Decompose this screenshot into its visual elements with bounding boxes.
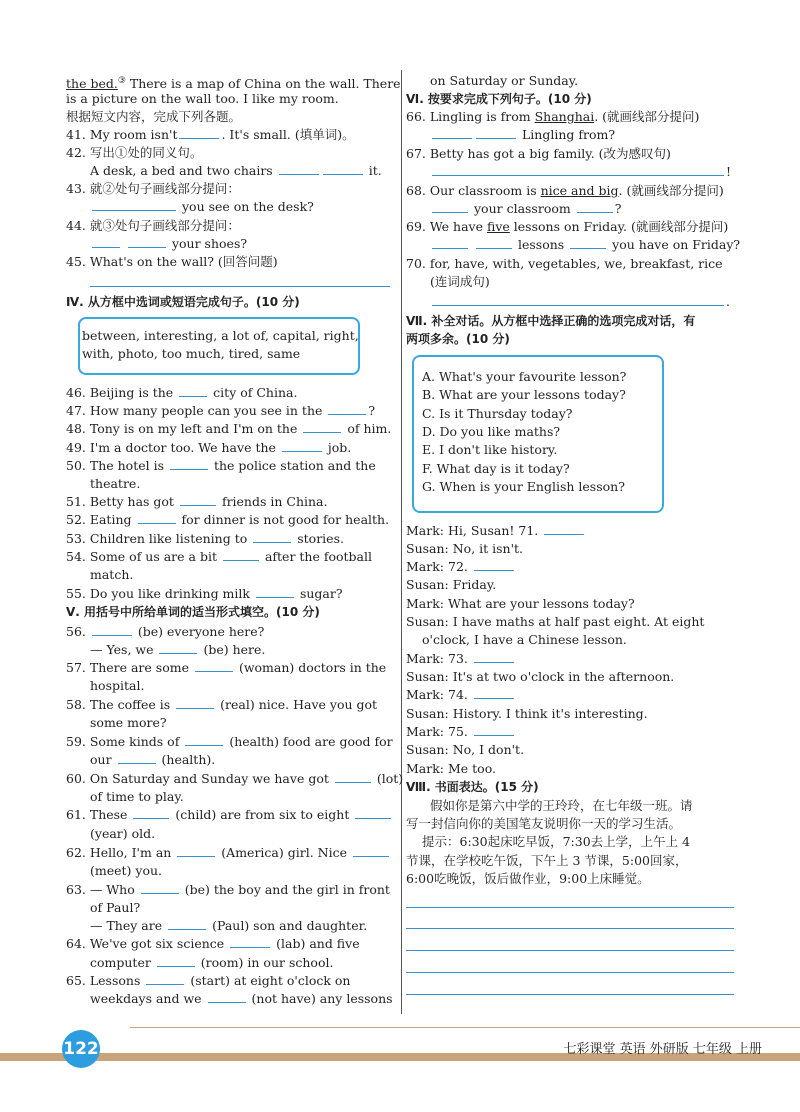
d-text: Mark: Hi, Susan! 71. [406,523,539,538]
question-70-hint: (连词成句) [430,274,490,289]
question-61-cont: (year) old. [90,826,156,841]
q-text: . (就画线部分提问) [618,183,724,198]
underlined-text: the bed. [66,76,118,92]
q-text: A desk, a bed and two chairs [90,163,273,178]
answer-blank[interactable] [253,531,291,543]
instruction: 根据短文内容，完成下列各题。 [66,109,242,124]
passage-line-1 [66,73,401,92]
q-text: lessons on Friday. (就画线部分提问) [509,219,729,234]
question-47 [66,403,396,419]
q-text: (lab) and five [276,936,360,951]
underlined-text: five [487,219,510,234]
question-50-cont: theatre. [90,476,141,491]
q-text: (Paul) son and daughter. [212,918,368,933]
footer-rule [130,1027,800,1028]
answer-blank[interactable] [474,651,514,663]
writing-line[interactable] [406,972,734,973]
answer-blank[interactable] [159,642,197,654]
q-text: 61. These [66,807,128,822]
section-4-title: Ⅳ. 从方框中选词或短语完成句子。(10 分) [66,295,300,309]
writing-prompt-4: 节课，在学校吃午饭，下午上 3 节课，5:00回家， [406,853,688,868]
question-56 [66,624,396,640]
word-box-line-2: with, photo, too much, tired, same [82,346,301,361]
answer-blank[interactable] [323,163,363,175]
question-58 [66,697,396,713]
dialogue-line-11: Susan: History. I think it's interesting. [406,706,648,721]
question-43: 43. 就②处句子画线部分提问： [66,181,240,196]
question-70: 70. for, have, with, vegetables, we, breakfast, rice [406,256,723,271]
answer-blank[interactable] [432,164,724,176]
answer-blank[interactable] [180,494,216,506]
answer-blank[interactable] [335,771,371,783]
q-text: (health) food are good for [229,734,393,749]
answer-blank[interactable] [328,403,366,415]
answer-blank[interactable] [141,882,179,894]
q-text: (start) at eight o'clock on [190,973,351,988]
q-text: sugar? [299,586,343,601]
q-text: (child) are from six to eight [175,807,350,822]
question-70-line [406,294,734,310]
answer-blank[interactable] [432,294,724,306]
answer-blank[interactable] [303,421,341,433]
option-item: A. What's your favourite lesson? [422,369,627,384]
q-text: 68. Our classroom is [406,183,541,198]
q-text: ? [368,403,376,418]
book-title: 七彩课堂 英语 外研版 七年级 上册 [563,1042,762,1057]
question-56-reply [66,642,396,658]
dialogue-line-3 [406,559,734,575]
q-text: city of China. [213,385,298,400]
option-item: G. When is your English lesson? [422,478,625,494]
q-text: 69. We have [406,219,487,234]
question-52 [66,512,396,528]
q-text: 65. Lessons [66,973,141,988]
answer-blank[interactable] [355,807,391,819]
writing-prompt-3: 提示：6:30起床吃早饭，7:30去上学，上午上 4 [422,834,691,849]
question-57-cont: hospital. [90,678,145,693]
q-text: 59. Some kinds of [66,734,180,749]
q-text: after the football [264,549,372,564]
question-62-cont: (meet) you. [90,863,163,878]
answer-blank[interactable] [256,586,294,598]
answer-blank[interactable] [432,127,472,139]
dialogue-line-9: Susan: It's at two o'clock in the afternoon. [406,669,675,684]
question-63-reply [66,918,396,934]
question-57 [66,660,396,676]
writing-prompt-5: 6:00吃晚饭，饭后做作业，9:00上床睡觉。 [406,871,650,886]
question-63-cont: of Paul? [90,900,141,915]
passage-line-2: is a picture on the wall too. I like my room. [66,91,339,106]
answer-blank[interactable] [353,845,389,857]
passage-text: There is a map of China on the wall. There [125,76,401,92]
dialogue-line-10 [406,687,734,703]
question-44: 44. 就③处句子画线部分提问： [66,218,240,233]
q-text: friends in China. [221,494,328,509]
question-54 [66,549,396,565]
q-text: (America) girl. Nice [221,845,347,860]
question-69-line [406,237,741,253]
answer-blank[interactable] [92,624,132,636]
question-59-cont [66,752,396,768]
q-text: weekdays and we [90,991,202,1006]
answer-blank[interactable] [195,660,233,672]
answer-blank[interactable] [208,991,246,1003]
q-text: 46. Beijing is the [66,385,174,400]
question-44-line [66,236,396,252]
question-48 [66,421,396,437]
question-45: 45. What's on the wall? (回答问题) [66,254,278,269]
question-42-line [66,163,396,179]
q-text: stories. [297,531,344,546]
answer-blank[interactable] [170,458,208,470]
q-text: 54. Some of us are a bit [66,549,217,564]
q-text: ! [726,164,732,179]
q-text: 60. On Saturday and Sunday we have got [66,771,329,786]
question-58-cont: some more? [90,715,167,730]
answer-blank[interactable] [570,237,606,249]
answer-blank[interactable] [476,237,512,249]
writing-line[interactable] [406,928,734,929]
question-67-line [406,164,734,180]
section-7-title-2: 两项多余。(10 分) [406,332,510,346]
d-text: Mark: 72. [406,559,468,574]
q-text: 57. There are some [66,660,189,675]
question-54-cont: match. [90,567,134,582]
q-text: 47. How many people can you see in the [66,403,323,418]
q-text: it. [368,163,382,178]
q-text: (woman) doctors in the [238,660,387,675]
q-text: . It's small. (填单词)。 [221,127,355,142]
answer-blank[interactable] [432,201,468,213]
question-69 [406,219,734,235]
q-text: 53. Children like listening to [66,531,248,546]
question-65-cont [66,991,396,1007]
dialogue-line-2: Susan: No, it isn't. [406,541,524,556]
q-text: — They are [90,918,163,933]
q-text: 64. We've got six science [66,936,225,951]
answer-blank[interactable] [577,201,613,213]
question-62 [66,845,396,861]
answer-blank[interactable] [138,512,176,524]
answer-blank[interactable] [177,845,215,857]
answer-blank[interactable] [476,127,516,139]
question-50 [66,458,396,474]
answer-blank[interactable] [179,385,207,397]
q-text: ? [614,201,622,216]
q-text: (health). [161,752,216,767]
question-43-line [66,199,396,215]
answer-blank[interactable] [474,724,514,736]
option-item: E. I don't like history. [422,442,558,458]
q-text: your classroom [473,201,571,216]
question-42: 42. 写出①处的同义句。 [66,145,203,160]
q-text: (be) everyone here? [137,624,265,639]
d-text: Mark: 73. [406,651,468,666]
dialogue-line-8 [406,651,734,667]
q-text: (lot) [376,771,404,786]
option-item: C. Is it Thursday today? [422,405,573,421]
answer-blank[interactable] [118,752,156,764]
q-text: your shoes? [171,236,248,251]
question-66 [406,109,734,125]
question-51 [66,494,396,510]
question-63 [66,882,396,898]
q-text: 48. Tony is on my left and I'm on the [66,421,298,436]
question-41 [66,127,396,143]
dialogue-line-1 [406,523,734,539]
answer-line[interactable] [90,286,390,287]
d-text: Mark: 75. [406,724,468,739]
option-item: B. What are your lessons today? [422,387,626,403]
answer-blank[interactable] [168,918,206,930]
answer-blank[interactable] [92,236,120,248]
answer-blank[interactable] [179,127,219,139]
q-text: 51. Betty has got [66,494,174,509]
writing-prompt-2: 写一封信向你的美国笔友说明你一天的学习生活。 [406,816,682,831]
q-text: you have on Friday? [612,237,741,252]
answer-blank[interactable] [474,687,514,699]
q-text: 63. — Who [66,882,135,897]
section-5-title: Ⅴ. 用括号中所给单词的适当形式填空。(10 分) [66,605,320,619]
question-64-cont [66,955,396,971]
question-68 [406,183,734,199]
question-65 [66,973,396,989]
answer-blank[interactable] [474,559,514,571]
dialogue-line-7: o'clock, I have a Chinese lesson. [422,632,627,647]
q-text: (room) in our school. [200,955,334,970]
q-text: of him. [347,421,392,436]
dialogue-line-12 [406,724,734,740]
q-text: (real) nice. Have you got [220,697,378,712]
q-text: Lingling from? [521,127,616,142]
question-59 [66,734,396,750]
question-67: 67. Betty has got a big family. (改为感叹句) [406,146,671,161]
q-text: . (就画线部分提问) [594,109,700,124]
q-text: 56. [66,624,86,639]
dialogue-line-14: Mark: Me too. [406,761,496,776]
answer-blank[interactable] [185,734,223,746]
q-text: lessons [517,237,565,252]
q-text: (be) the boy and the girl in front [184,882,390,897]
writing-line[interactable] [406,907,734,908]
q-text: (be) here. [203,642,266,657]
question-65-end: on Saturday or Sunday. [430,73,579,88]
q-text: 49. I'm a doctor too. We have the [66,440,276,455]
q-text: 55. Do you like drinking milk [66,586,250,601]
q-text: 52. Eating [66,512,132,527]
q-text: (not have) any lessons [251,991,393,1006]
q-text: the police station and the [213,458,376,473]
dialogue-line-13: Susan: No, I don't. [406,742,525,757]
writing-prompt-1: 假如你是第六中学的王玲玲，在七年级一班。请 [430,798,693,813]
q-text: 58. The coffee is [66,697,171,712]
q-text: . [726,294,730,309]
option-item: F. What day is it today? [422,460,570,476]
question-55 [66,586,396,602]
question-46 [66,385,396,401]
answer-blank[interactable] [157,955,195,967]
dialogue-line-4: Susan: Friday. [406,577,497,592]
answer-blank[interactable] [128,236,166,248]
column-divider [401,70,402,1014]
question-66-line [406,127,734,143]
word-box-line-1: between, interesting, a lot of, capital, right, [82,328,359,343]
q-text: our [90,752,112,767]
q-text: for dinner is not good for health. [181,512,390,527]
question-60-cont: of time to play. [90,789,184,804]
q-text: 62. Hello, I'm an [66,845,172,860]
q-text: — Yes, we [90,642,154,657]
q-text: 41. My room isn't [66,127,178,142]
page-number-badge: 122 [62,1030,100,1068]
answer-blank[interactable] [230,936,270,948]
question-61 [66,807,396,823]
answer-blank[interactable] [146,973,184,985]
writing-line[interactable] [406,950,734,951]
q-text: you see on the desk? [181,199,314,214]
underlined-text: nice and big [540,183,619,198]
section-6-title: Ⅵ. 按要求完成下列句子。(10 分) [406,92,592,106]
q-text: 66. Lingling is from [406,109,535,124]
answer-blank[interactable] [176,697,214,709]
question-53 [66,531,396,547]
circle-number: ③ [117,76,126,86]
section-8-title: Ⅷ. 书面表达。(15 分) [406,780,539,794]
option-item: D. Do you like maths? [422,423,561,439]
answer-blank[interactable] [92,199,176,211]
answer-blank[interactable] [282,440,322,452]
q-text: 50. The hotel is [66,458,164,473]
q-text: computer [90,955,151,970]
dialogue-line-6: Susan: I have maths at half past eight. At eight [406,614,705,629]
answer-blank[interactable] [133,807,169,819]
answer-blank[interactable] [544,523,584,535]
question-64 [66,936,396,952]
answer-blank[interactable] [279,163,319,175]
d-text: Mark: 74. [406,687,468,702]
answer-blank[interactable] [432,237,468,249]
q-text: job. [327,440,352,455]
question-68-line [406,201,734,217]
question-49 [66,440,396,456]
writing-line[interactable] [406,994,734,995]
question-60 [66,771,404,787]
underlined-text: Shanghai [534,109,595,124]
answer-blank[interactable] [223,549,259,561]
section-7-title-1: Ⅶ. 补全对话。从方框中选择正确的选项完成对话，有 [406,314,696,328]
dialogue-line-5: Mark: What are your lessons today? [406,596,635,611]
